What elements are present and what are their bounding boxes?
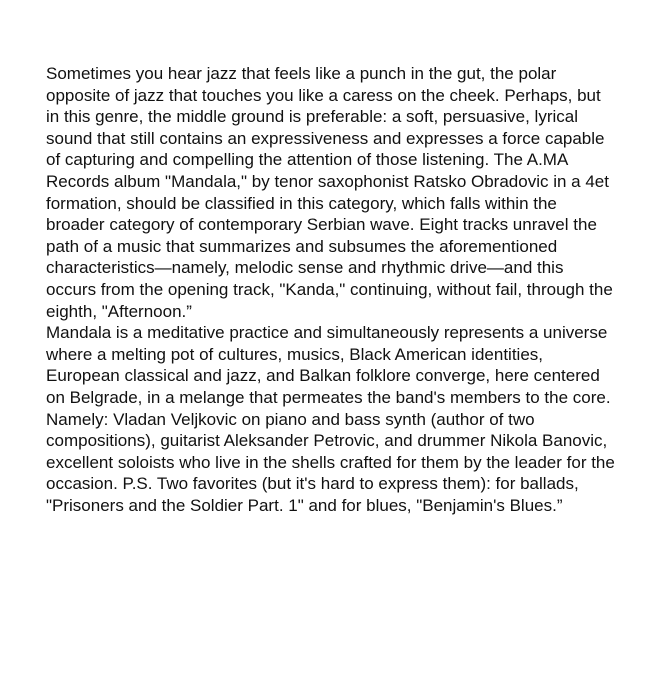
paragraph-1: Sometimes you hear jazz that feels like a punch in the gut, the polar opposite of jazz that touches you like a caress on the cheek. Perhaps, but in this genre, the middle ground is preferable: a soft, persuasive, lyrical sound that still contains an expressiveness and expresses a force capable of capturing and compelling the attention of those listening. The A.MA Records album "Mandala," by tenor saxophonist Ratsko Obradovic in a 4et formation, should be classified in this category, which falls within the broader category of contemporary Serbian wave. Eight tracks unravel the path of a music that summarizes and subsumes the aforementioned characteristics—namely, melodic sense and rhythmic drive—and this occurs from the opening track, "Kanda," continuing, without fail, through the eighth, "Afternoon.”	[46, 64, 613, 321]
article-body	[46, 63, 618, 516]
paragraph-2: Mandala is a meditative practice and simultaneously represents a universe where a melting pot of cultures, musics, Black American identities, European classical and jazz, and Balkan folklore converge, here centered on Belgrade, in a melange that permeates the band's members to the core. Namely: Vladan Veljkovic on piano and bass synth (author of two compositions), guitarist Aleksander Petrovic, and drummer Nikola Banovic, excellent soloists who live in the shells crafted for them by the leader for the occasion. P.S. Two favorites (but it's hard to express them): for ballads, "Prisoners and the Soldier Part. 1" and for blues, "Benjamin's Blues.”	[46, 323, 615, 515]
